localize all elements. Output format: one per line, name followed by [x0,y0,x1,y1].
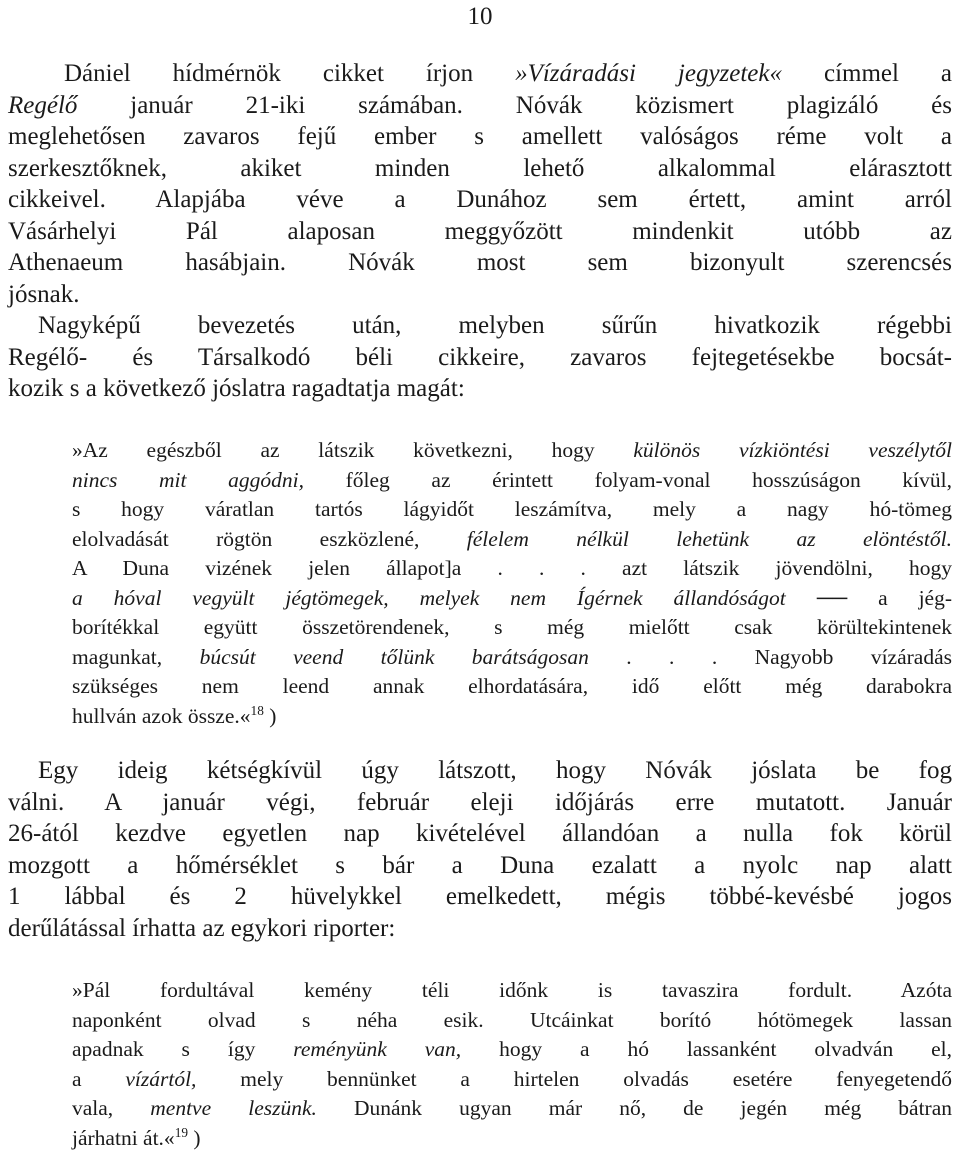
text-line [72,702,952,732]
quote-2 [72,976,952,1153]
text-run: elolvadását rögtön eszközlené, [72,527,467,551]
italic-text: mentve leszünk. [150,1096,317,1120]
text-line: kozik s a következő jóslatra ragadtatja magát: [8,373,952,405]
text-line [8,247,952,279]
text-run: naponként olvad s néha esik. Utcáinkat borító hótömegek lassan [72,1008,952,1032]
paragraph-1 [8,58,952,310]
text-line [72,525,952,555]
text-run: »Pál fordultával kemény téli időnk is tavaszira fordult. Azóta [72,978,952,1002]
text-line: Nagyképű bevezetés után, melyben sűrűn hivatkozik régebbi [8,310,952,342]
italic-text: a hóval vegyült jégtömegek, melyek nem Ígérnek állandóságot [72,586,786,610]
text-line [8,279,952,311]
text-run: hogy a hó lassanként olvadván el, [461,1037,952,1061]
text-run: magunkat, [72,645,200,669]
text-run: járhatni át.« [72,1126,175,1150]
text-line [72,643,952,673]
italic-text: félelem nélkül lehetünk az elöntéstől. [467,527,952,551]
text-run: a [72,1067,125,1091]
italic-text: különös vízkiöntési veszélytől [633,438,952,462]
text-line [8,184,952,216]
text-run: ── a jég- [786,586,952,610]
text-line: Egy ideig kétségkívül úgy látszott, hogy Nóvák jóslata be fog [8,755,952,787]
text-run: jósnak. [8,281,80,308]
text-line [72,495,952,525]
text-line [72,436,952,466]
text-run: hullván azok össze.« [72,704,251,728]
text-run: Athenaeum hasábjain. Nóvák most sem bizonyult szerencsés [8,249,952,276]
text-run: borítékkal együtt összetörendenek, s még mielőtt csak körültekintenek [72,615,952,639]
footnote-ref: 19 [175,1124,188,1139]
page-number: 10 [0,2,960,32]
text-run: szerkesztőknek, akiket minden lehető alkalommal elárasztott [8,155,952,182]
text-run: »Az egészből az látszik következni, hogy [72,438,633,462]
text-run: szükséges nem leend annak elhordatására, idő előtt még darabokra [72,674,952,698]
text-run: Dunánk ugyan már nő, de jegén még bátran [317,1096,952,1120]
text-run: apadnak s így [72,1037,293,1061]
text-line: derűlátással írhatta az egykori riporter: [8,913,952,945]
text-line: 26-ától kezdve egyetlen nap kivételével állandóan a nulla fok körül [8,818,952,850]
text-run: s hogy váratlan tartós lágyidőt leszámítva, mely a nagy hó-tömeg [72,497,952,521]
text-line [72,672,952,702]
text-line [8,216,952,248]
text-line [8,153,952,185]
italic-text: Regélő [8,92,77,119]
text-line [72,1065,952,1095]
text-line: Regélő- és Társalkodó béli cikkeire, zavaros fejtegetésekbe bocsát- [8,342,952,374]
text-run: . . . Nagyobb vízáradás [589,645,952,669]
text-run: cikkeivel. Alapjába véve a Dunához sem értett, amint arról [8,186,952,213]
italic-text: vízártól, [125,1067,196,1091]
italic-text: nincs mit aggódni, [72,468,304,492]
text-run: címmel a [782,60,952,87]
text-run: Vásárhelyi Pál alaposan meggyőzött mindenkit utóbb az [8,218,952,245]
text-line [72,584,952,614]
text-line [72,1035,952,1065]
italic-text: reményünk van, [293,1037,461,1061]
text-line: 1 lábbal és 2 hüvelykkel emelkedett, mégis többé-kevésbé jogos [8,881,952,913]
text-line [72,1094,952,1124]
italic-text: búcsút veend tőlünk barátságosan [200,645,589,669]
text-line [72,1124,952,1153]
text-line [72,1006,952,1036]
text-line [72,554,952,584]
text-line [8,90,952,122]
text-line: mozgott a hőmérséklet s bár a Duna ezalatt a nyolc nap alatt [8,850,952,882]
paragraph-3 [8,755,952,944]
text-run: főleg az érintett folyam-vonal hosszúságon kívül, [304,468,952,492]
text-line: válni. A január végi, február eleji időjárás erre mutatott. Január [8,787,952,819]
text-line [72,613,952,643]
text-run: január 21-iki számában. Nóvák közismert plagizáló és [77,92,952,119]
text-run: ) [264,704,277,728]
italic-text: »Vízáradási jegyzetek« [515,60,782,87]
text-run: A Duna vizének jelen állapot]a . . . azt látszik jövendölni, hogy [72,556,952,580]
paragraph-2 [8,310,952,405]
text-run: ) [188,1126,201,1150]
text-line [8,58,952,90]
text-run: vala, [72,1096,150,1120]
footnote-ref: 18 [251,702,264,717]
text-line [8,121,952,153]
quote-1 [72,436,952,731]
text-run: meglehetősen zavaros fejű ember s amellett valóságos réme volt a [8,123,952,150]
text-line [72,976,952,1006]
text-run: Dániel hídmérnök cikket írjon [64,60,515,87]
text-run: mely bennünket a hirtelen olvadás esetére fenyegetendő [196,1067,952,1091]
text-line [72,466,952,496]
